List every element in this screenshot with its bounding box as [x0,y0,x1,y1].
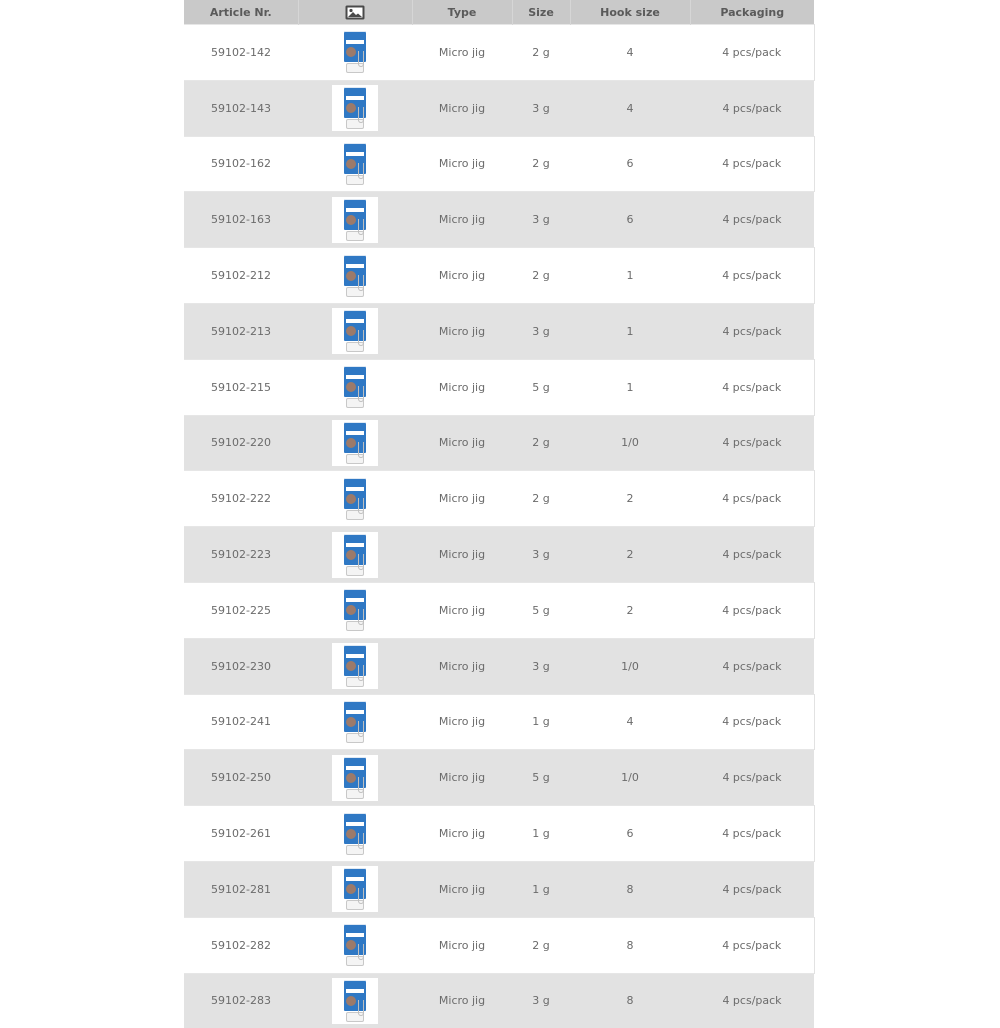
product-image-cell [298,471,412,527]
hook-mark-shape [358,777,364,793]
type-cell: Micro jig [412,303,512,359]
table-row[interactable] [184,136,814,192]
hook-size-cell: 2 [570,527,690,583]
product-thumbnail[interactable] [332,866,378,912]
table-header-row [184,0,814,25]
hook-mark-shape [358,275,364,291]
pack-band-shape [346,710,364,714]
article-number-cell: 59102-281 [184,861,298,917]
type-cell: Micro jig [412,192,512,248]
size-cell: 3 g [512,973,570,1028]
article-number-cell: 59102-222 [184,471,298,527]
pack-band-shape [346,654,364,658]
product-image-cell [298,806,412,862]
product-thumbnail[interactable] [332,29,378,75]
type-cell: Micro jig [412,582,512,638]
table-body [184,25,814,1028]
product-image-cell [298,25,412,81]
pack-band-shape [346,96,364,100]
packaging-cell: 4 pcs/pack [690,359,814,415]
hook-mark-shape [358,386,364,402]
column-header-hook-size[interactable]: Hook size [570,0,690,25]
size-cell: 3 g [512,303,570,359]
table-row[interactable] [184,638,814,694]
hook-mark-shape [358,498,364,514]
column-header-type[interactable]: Type [412,0,512,25]
table-row[interactable] [184,303,814,359]
pack-face-shape [346,438,356,448]
product-table [184,0,815,1028]
hook-mark-shape [358,833,364,849]
packaging-cell: 4 pcs/pack [690,917,814,973]
packaging-cell: 4 pcs/pack [690,694,814,750]
product-thumbnail[interactable] [332,978,378,1024]
hook-mark-shape [358,163,364,179]
hook-mark-shape [358,721,364,737]
packaging-cell: 4 pcs/pack [690,80,814,136]
pack-band-shape [346,543,364,547]
product-image-cell [298,973,412,1028]
hook-mark-shape [358,609,364,625]
table-row[interactable] [184,80,814,136]
column-header-size[interactable]: Size [512,0,570,25]
type-cell: Micro jig [412,694,512,750]
product-image-cell [298,694,412,750]
type-cell: Micro jig [412,471,512,527]
hook-size-cell: 8 [570,861,690,917]
pack-band-shape [346,431,364,435]
pack-band-shape [346,877,364,881]
pack-band-shape [346,208,364,212]
article-number-cell: 59102-241 [184,694,298,750]
hook-size-cell: 4 [570,80,690,136]
product-thumbnail[interactable] [332,699,378,745]
product-image-cell [298,861,412,917]
article-number-cell: 59102-250 [184,750,298,806]
type-cell: Micro jig [412,806,512,862]
column-header-article[interactable]: Article Nr. [184,0,298,25]
packaging-cell: 4 pcs/pack [690,582,814,638]
pack-band-shape [346,766,364,770]
hook-mark-shape [358,665,364,681]
pack-face-shape [346,271,356,281]
packaging-cell: 4 pcs/pack [690,192,814,248]
packaging-cell: 4 pcs/pack [690,638,814,694]
pack-band-shape [346,933,364,937]
article-number-cell: 59102-213 [184,303,298,359]
article-number-cell: 59102-212 [184,248,298,304]
pack-band-shape [346,989,364,993]
pack-band-shape [346,375,364,379]
table-row[interactable] [184,359,814,415]
packaging-cell: 4 pcs/pack [690,750,814,806]
pack-band-shape [346,264,364,268]
product-image-cell [298,136,412,192]
type-cell: Micro jig [412,861,512,917]
pack-face-shape [346,550,356,560]
product-image-cell [298,303,412,359]
size-cell: 3 g [512,80,570,136]
type-cell: Micro jig [412,25,512,81]
hook-size-cell: 1 [570,303,690,359]
size-cell: 2 g [512,25,570,81]
hook-mark-shape [358,944,364,960]
type-cell: Micro jig [412,359,512,415]
type-cell: Micro jig [412,415,512,471]
hook-size-cell: 1 [570,359,690,415]
packaging-cell: 4 pcs/pack [690,303,814,359]
article-number-cell: 59102-225 [184,582,298,638]
size-cell: 1 g [512,806,570,862]
size-cell: 5 g [512,359,570,415]
pack-face-shape [346,829,356,839]
packaging-cell: 4 pcs/pack [690,973,814,1028]
type-cell: Micro jig [412,80,512,136]
pack-face-shape [346,717,356,727]
packaging-cell: 4 pcs/pack [690,136,814,192]
table-row[interactable] [184,527,814,583]
product-thumbnail[interactable] [332,922,378,968]
product-thumbnail[interactable] [332,85,378,131]
hook-mark-shape [358,330,364,346]
size-cell: 1 g [512,694,570,750]
hook-mark-shape [358,107,364,123]
product-thumbnail[interactable] [332,253,378,299]
hook-size-cell: 6 [570,806,690,862]
hook-size-cell: 1 [570,248,690,304]
hook-size-cell: 8 [570,917,690,973]
product-image-cell [298,192,412,248]
product-thumbnail[interactable] [332,643,378,689]
pack-face-shape [346,215,356,225]
product-image-cell [298,750,412,806]
hook-size-cell: 1/0 [570,750,690,806]
hook-mark-shape [358,888,364,904]
size-cell: 5 g [512,750,570,806]
pack-band-shape [346,487,364,491]
hook-size-cell: 8 [570,973,690,1028]
hook-mark-shape [358,554,364,570]
hook-mark-shape [358,219,364,235]
column-header-packaging[interactable]: Packaging [690,0,814,25]
hook-size-cell: 2 [570,471,690,527]
hook-mark-shape [358,51,364,67]
hook-mark-shape [358,442,364,458]
article-number-cell: 59102-261 [184,806,298,862]
size-cell: 2 g [512,471,570,527]
size-cell: 3 g [512,638,570,694]
size-cell: 2 g [512,248,570,304]
hook-size-cell: 4 [570,694,690,750]
product-image-cell [298,80,412,136]
product-thumbnail[interactable] [332,532,378,578]
packaging-cell: 4 pcs/pack [690,471,814,527]
size-cell: 1 g [512,861,570,917]
product-image-cell [298,582,412,638]
product-thumbnail[interactable] [332,811,378,857]
article-number-cell: 59102-142 [184,25,298,81]
product-image-cell [298,917,412,973]
pack-band-shape [346,598,364,602]
article-number-cell: 59102-215 [184,359,298,415]
size-cell: 2 g [512,136,570,192]
hook-size-cell: 6 [570,136,690,192]
table-row[interactable] [184,25,814,81]
size-cell: 5 g [512,582,570,638]
product-thumbnail[interactable] [332,755,378,801]
product-image-cell [298,359,412,415]
table-row[interactable] [184,973,814,1028]
image-icon [345,5,365,20]
packaging-cell: 4 pcs/pack [690,527,814,583]
type-cell: Micro jig [412,527,512,583]
article-number-cell: 59102-220 [184,415,298,471]
product-image-cell [298,638,412,694]
packaging-cell: 4 pcs/pack [690,806,814,862]
hook-size-cell: 2 [570,582,690,638]
table-row[interactable] [184,192,814,248]
product-thumbnail[interactable] [332,587,378,633]
table-row[interactable] [184,582,814,638]
hook-mark-shape [358,1000,364,1016]
article-number-cell: 59102-282 [184,917,298,973]
hook-size-cell: 1/0 [570,415,690,471]
table-row[interactable] [184,861,814,917]
product-thumbnail[interactable] [332,197,378,243]
hook-size-cell: 1/0 [570,638,690,694]
table-row[interactable] [184,248,814,304]
pack-band-shape [346,40,364,44]
pack-face-shape [346,159,356,169]
packaging-cell: 4 pcs/pack [690,415,814,471]
table-row[interactable] [184,415,814,471]
product-thumbnail[interactable] [332,364,378,410]
table-row[interactable] [184,694,814,750]
type-cell: Micro jig [412,917,512,973]
packaging-cell: 4 pcs/pack [690,861,814,917]
type-cell: Micro jig [412,248,512,304]
product-thumbnail[interactable] [332,476,378,522]
article-number-cell: 59102-283 [184,973,298,1028]
pack-band-shape [346,152,364,156]
article-number-cell: 59102-223 [184,527,298,583]
table-row[interactable] [184,750,814,806]
product-image-cell [298,527,412,583]
article-number-cell: 59102-163 [184,192,298,248]
pack-band-shape [346,822,364,826]
article-number-cell: 59102-143 [184,80,298,136]
pack-face-shape [346,494,356,504]
size-cell: 2 g [512,917,570,973]
article-number-cell: 59102-162 [184,136,298,192]
hook-size-cell: 4 [570,25,690,81]
type-cell: Micro jig [412,136,512,192]
article-number-cell: 59102-230 [184,638,298,694]
product-image-cell [298,248,412,304]
column-header-image [298,0,412,25]
product-image-cell [298,415,412,471]
type-cell: Micro jig [412,638,512,694]
product-thumbnail[interactable] [332,141,378,187]
pack-band-shape [346,319,364,323]
product-table-container [184,0,814,1000]
type-cell: Micro jig [412,750,512,806]
hook-size-cell: 6 [570,192,690,248]
size-cell: 3 g [512,527,570,583]
table-row[interactable] [184,806,814,862]
product-thumbnail[interactable] [332,308,378,354]
table-row[interactable] [184,917,814,973]
packaging-cell: 4 pcs/pack [690,248,814,304]
table-row[interactable] [184,471,814,527]
pack-face-shape [346,773,356,783]
type-cell: Micro jig [412,973,512,1028]
pack-face-shape [346,996,356,1006]
packaging-cell: 4 pcs/pack [690,25,814,81]
product-thumbnail[interactable] [332,420,378,466]
size-cell: 3 g [512,192,570,248]
size-cell: 2 g [512,415,570,471]
